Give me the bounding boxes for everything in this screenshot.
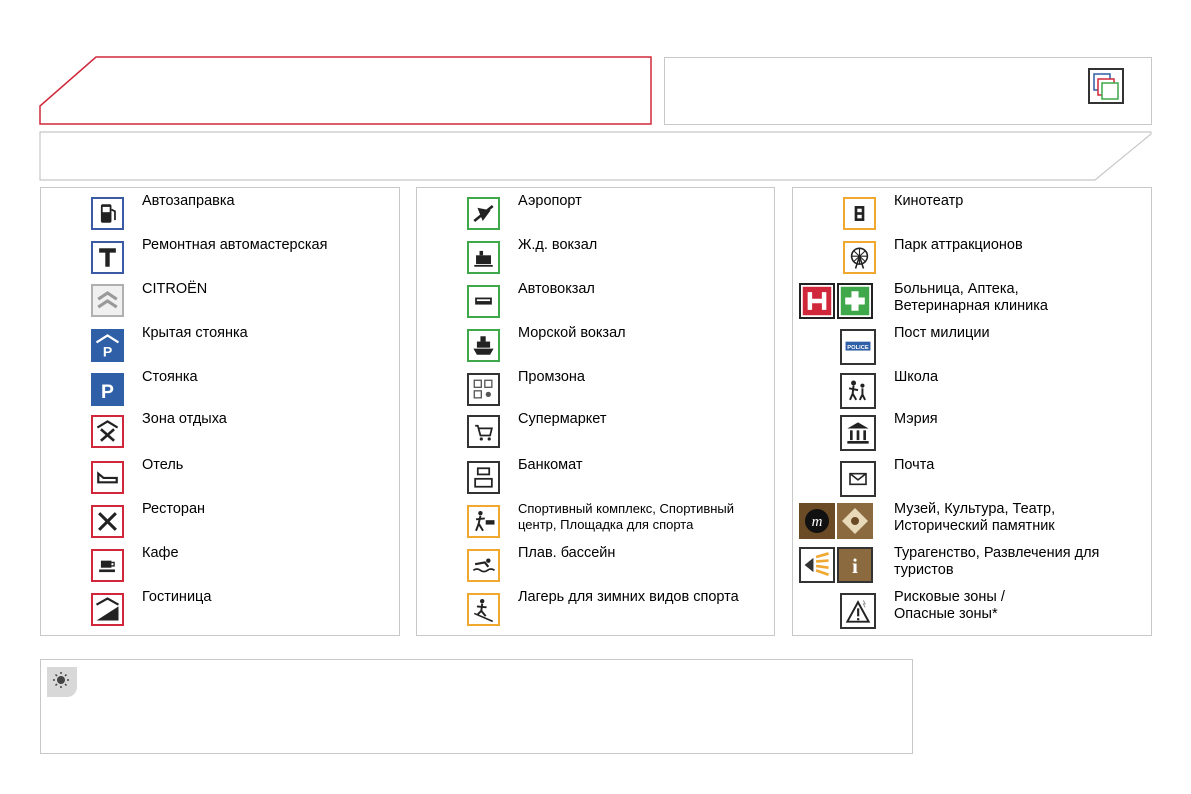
legend-label: Автозаправка xyxy=(142,193,235,209)
legend-label: Банкомат xyxy=(518,457,583,473)
legend-label: Парк аттракционов xyxy=(894,237,1023,253)
tourism-icon xyxy=(799,547,835,583)
legend-label: Ремонтная автомастерская xyxy=(142,237,328,253)
pharmacy-cross-icon xyxy=(837,283,873,319)
train-icon xyxy=(467,241,500,274)
danger-zone-icon xyxy=(840,593,876,629)
list-item xyxy=(41,325,399,365)
sport-icon xyxy=(467,505,500,538)
cafe-cup-icon xyxy=(91,549,124,582)
list-item xyxy=(417,193,774,233)
list-item xyxy=(793,457,1151,497)
legend-label: Крытая стоянка xyxy=(142,325,248,341)
restaurant-icon xyxy=(91,505,124,538)
list-item xyxy=(793,589,1151,629)
list-item xyxy=(793,501,1151,541)
cinema-film-icon xyxy=(843,197,876,230)
list-item xyxy=(41,457,399,497)
list-item xyxy=(41,501,399,541)
list-item xyxy=(41,411,399,451)
ski-icon xyxy=(467,593,500,626)
atm-icon xyxy=(467,461,500,494)
list-item xyxy=(41,589,399,629)
mail-envelope-icon xyxy=(840,461,876,497)
legend-label: Плав. бассейн xyxy=(518,545,616,561)
legend-label: Морской вокзал xyxy=(518,325,626,341)
hospital-icon xyxy=(799,283,835,319)
airplane-icon xyxy=(467,197,500,230)
inn-icon xyxy=(91,593,124,626)
list-item xyxy=(793,325,1151,365)
legend-label-line2: Опасные зоны* xyxy=(894,606,998,622)
rest-area-icon xyxy=(91,415,124,448)
town-hall-icon xyxy=(840,415,876,451)
list-item xyxy=(41,369,399,409)
covered-parking-icon xyxy=(91,329,124,362)
list-item xyxy=(417,281,774,321)
legend-label: Ж.д. вокзал xyxy=(518,237,598,253)
list-item xyxy=(41,193,399,233)
tourist-info-icon xyxy=(837,547,873,583)
list-item xyxy=(417,369,774,409)
culture-icon xyxy=(837,503,873,539)
legend-label: Отель xyxy=(142,457,184,473)
legend-label: Аэропорт xyxy=(518,193,582,209)
legend-label: Мэрия xyxy=(894,411,938,427)
legend-label: Лагерь для зимних видов спорта xyxy=(518,589,739,605)
legend-label-line2: Ветеринарная клиника xyxy=(894,298,1048,314)
museum-icon xyxy=(799,503,835,539)
list-item xyxy=(793,281,1151,321)
legend-label: Промзона xyxy=(518,369,585,385)
list-item xyxy=(41,237,399,277)
legend-label-line1: Музей, Культура, Театр, xyxy=(894,501,1056,517)
tip-lightbulb-icon xyxy=(47,667,77,697)
legend-label: Супермаркет xyxy=(518,411,607,427)
police-icon xyxy=(840,329,876,365)
fuel-pump-icon xyxy=(91,197,124,230)
bus-icon xyxy=(467,285,500,318)
header-title-frame xyxy=(38,56,654,126)
legend-column-2 xyxy=(416,187,775,636)
legend-label-line1: Рисковые зоны / xyxy=(894,589,1005,605)
legend-label: Ресторан xyxy=(142,501,206,517)
parking-icon xyxy=(91,373,124,406)
list-item xyxy=(793,369,1151,409)
legend-label-line2: туристов xyxy=(894,562,954,578)
industrial-zone-icon xyxy=(467,373,500,406)
list-item xyxy=(417,589,774,629)
list-item xyxy=(417,501,774,541)
legend-label: CITROËN xyxy=(142,281,208,297)
list-item xyxy=(41,545,399,585)
museum-icon-text: m xyxy=(811,514,823,530)
list-item xyxy=(417,411,774,451)
legend-label: Пост милиции xyxy=(894,325,990,341)
header-right-box xyxy=(664,57,1152,125)
svg-text:P: P xyxy=(101,381,114,403)
shopping-cart-icon xyxy=(467,415,500,448)
list-item xyxy=(41,281,399,321)
wrench-icon xyxy=(91,241,124,274)
tourist-info-icon-text: i xyxy=(852,554,858,578)
tip-box xyxy=(40,659,913,754)
citroen-logo-icon xyxy=(91,284,124,317)
legend-label-line2: центр, Площадка для спорта xyxy=(518,517,694,532)
list-item xyxy=(793,193,1151,233)
police-icon-text: POLICE xyxy=(847,344,869,351)
subtitle-bar xyxy=(38,131,1154,183)
list-item xyxy=(793,411,1151,451)
list-item xyxy=(793,237,1151,277)
list-item xyxy=(793,545,1151,585)
legend-label: Школа xyxy=(894,369,939,385)
swimming-icon xyxy=(467,549,500,582)
list-item xyxy=(417,325,774,365)
list-item xyxy=(417,457,774,497)
legend-label: Почта xyxy=(894,457,935,473)
ferris-wheel-icon xyxy=(843,241,876,274)
section-logo-icon xyxy=(1088,68,1124,104)
legend-label-line1: Турагенство, Развлечения для xyxy=(894,545,1100,561)
hotel-bed-icon xyxy=(91,461,124,494)
legend-label: Кафе xyxy=(142,545,179,561)
school-icon xyxy=(840,373,876,409)
legend-label-line1: Спортивный комплекс, Спортивный xyxy=(518,501,735,516)
legend-label-line1: Больница, Аптека, xyxy=(894,281,1019,297)
list-item xyxy=(417,545,774,585)
ship-icon xyxy=(467,329,500,362)
legend-label: Зона отдыха xyxy=(142,411,227,427)
list-item xyxy=(417,237,774,277)
legend-column-1 xyxy=(40,187,400,636)
legend-label: Стоянка xyxy=(142,369,198,385)
legend-label: Автовокзал xyxy=(518,281,595,297)
svg-text:P: P xyxy=(102,343,113,360)
legend-label: Кинотеатр xyxy=(894,193,964,209)
legend-label-line2: Исторический памятник xyxy=(894,518,1055,534)
legend-label: Гостиница xyxy=(142,589,212,605)
legend-column-3 xyxy=(792,187,1152,636)
